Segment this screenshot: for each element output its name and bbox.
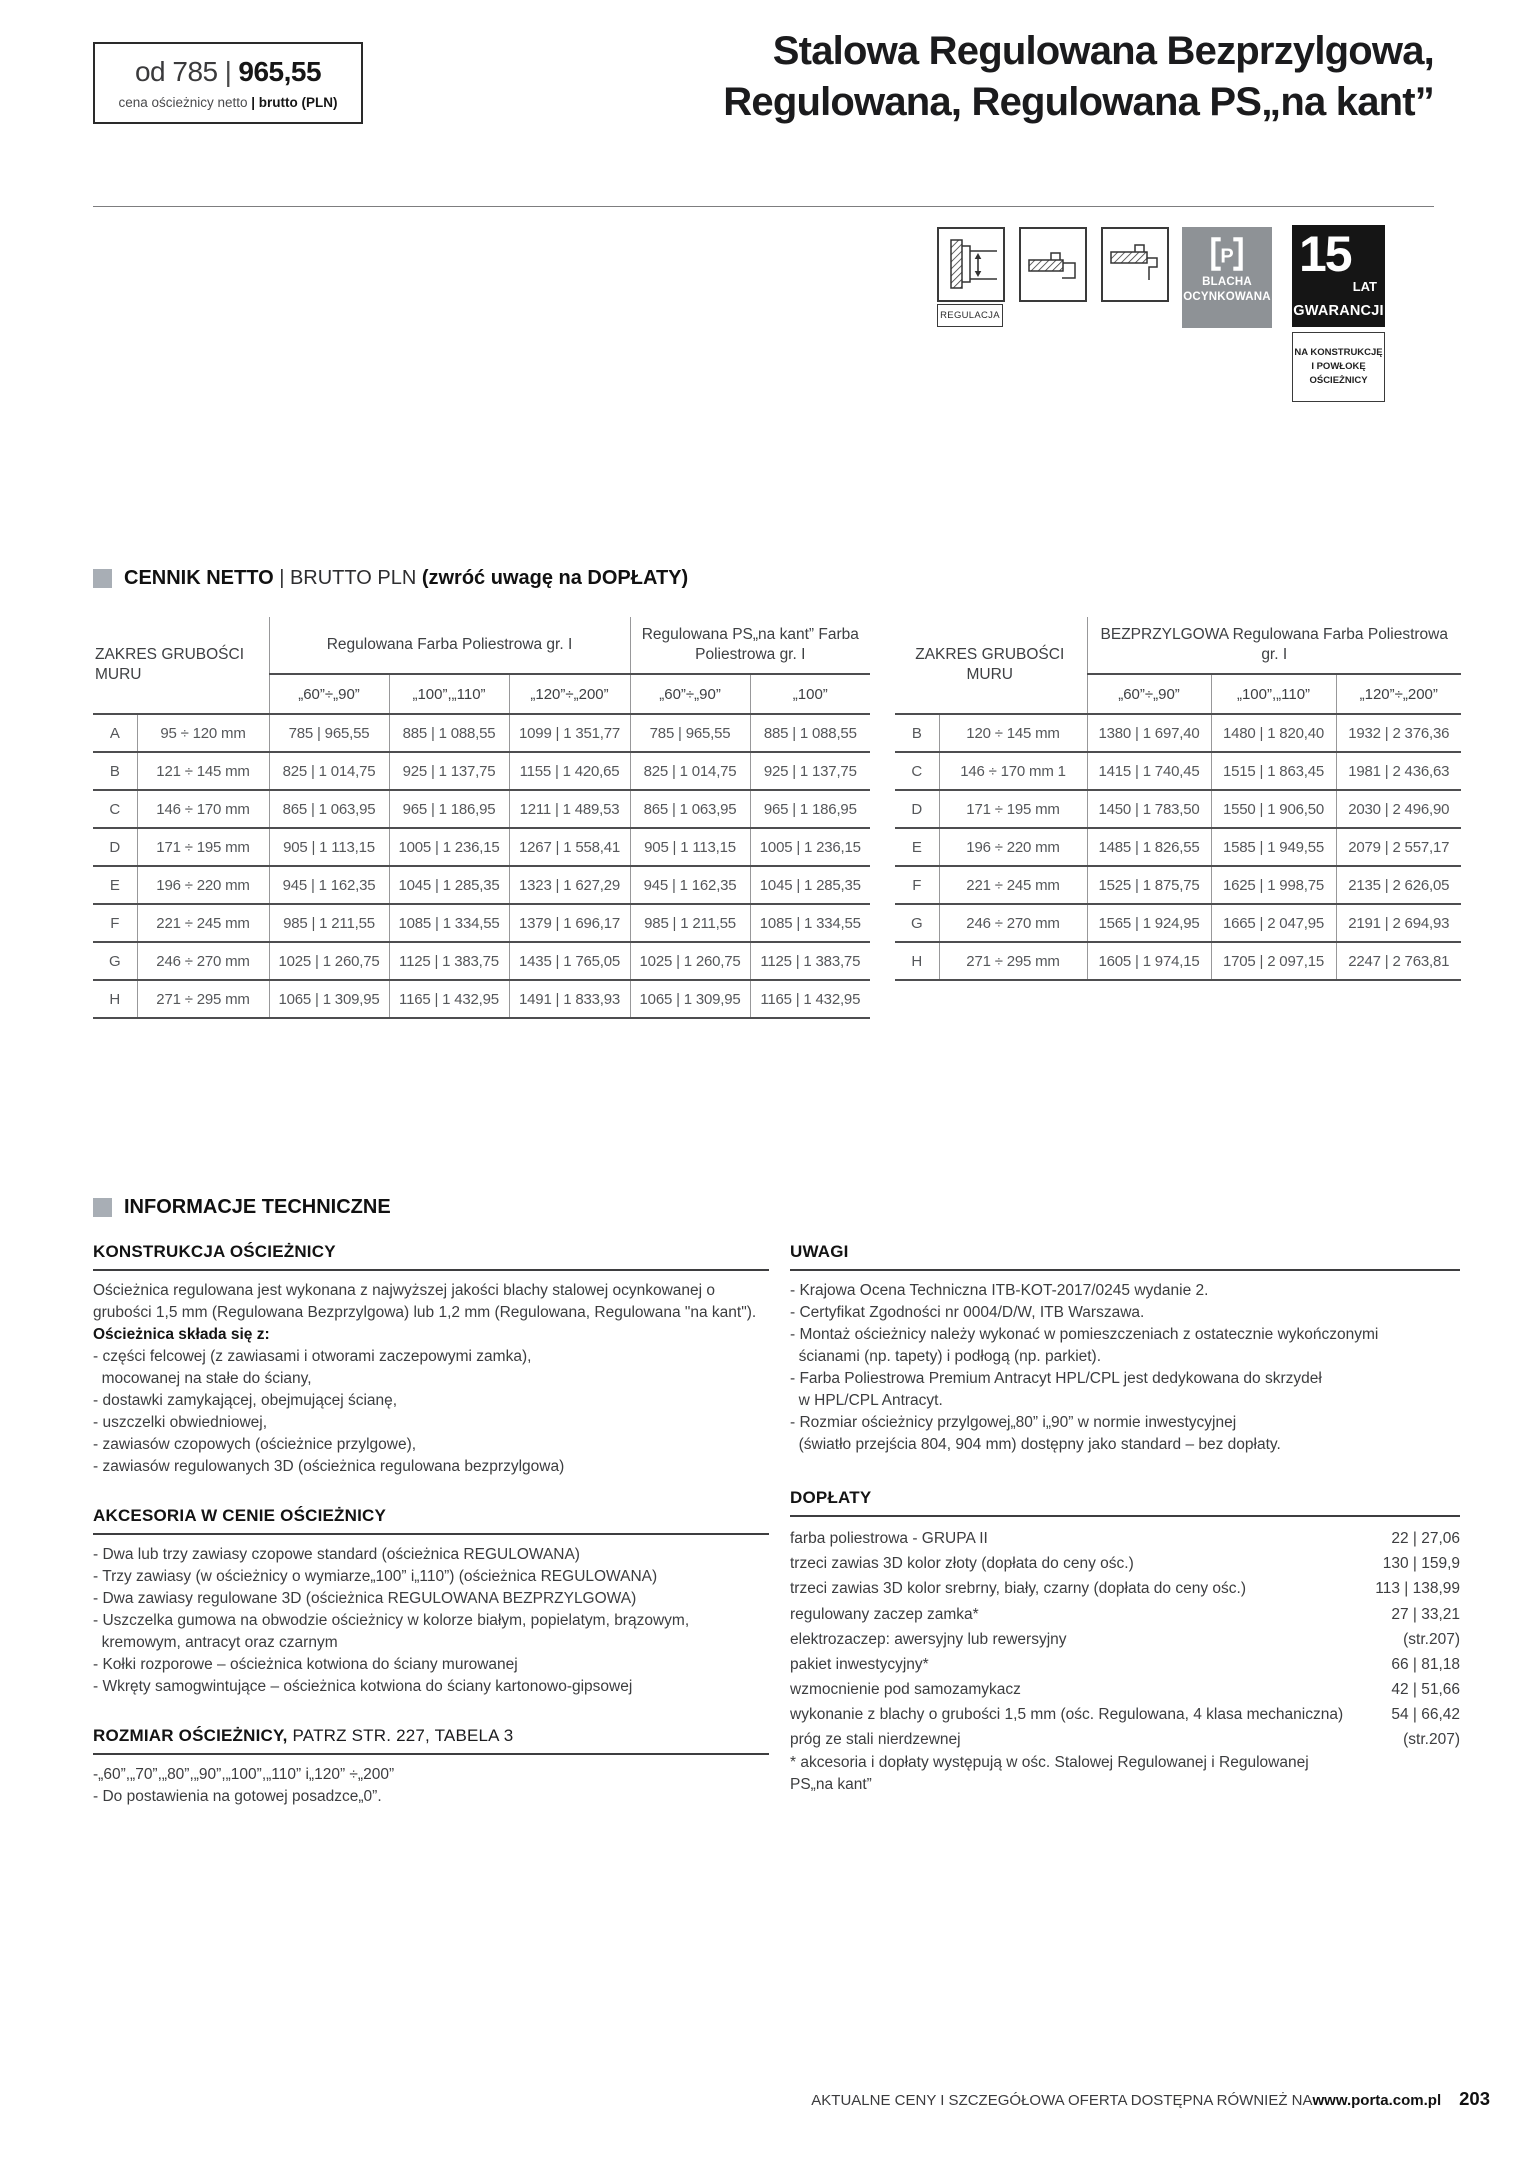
blacha-label-line1: BLACHA	[1202, 276, 1252, 288]
price-cell: G	[93, 942, 137, 980]
price-row	[93, 790, 870, 828]
price-cell: 945 | 1 162,35	[269, 866, 389, 904]
price-row	[93, 866, 870, 904]
list-item: - dostawki zamykającej, obejmującej ścianę,	[93, 1392, 398, 1410]
price-cell: 1267 | 1 558,41	[509, 828, 630, 866]
price-cell: 1450 | 1 783,50	[1087, 790, 1211, 828]
price-cell: 905 | 1 113,15	[269, 828, 389, 866]
cennik-heading-mid: | BRUTTO PLN	[279, 567, 422, 589]
price-cell: A	[93, 714, 137, 752]
list-item: - Uszczelka gumowa na obwodzie ościeżnicy w kolorze białym, popielatym, brązowym,	[93, 1612, 690, 1630]
price-row	[895, 790, 1461, 828]
surcharge-row	[790, 1677, 1460, 1702]
price-cell: 945 | 1 162,35	[630, 866, 750, 904]
regulacja-icon	[937, 227, 1005, 302]
price-row	[93, 980, 870, 1018]
list-item: -„60”,„70”,„80”,„90”,„100”,„110” i„120” ÷„200”	[93, 1766, 395, 1784]
price-cell: 1665 | 2 047,95	[1211, 904, 1336, 942]
price-cell: 825 | 1 014,75	[269, 752, 389, 790]
price-cell: 785 | 965,55	[630, 714, 750, 752]
price-table-left-body	[93, 714, 870, 1018]
surcharge-row	[790, 1627, 1460, 1652]
price-cell: 2247 | 2 763,81	[1336, 942, 1461, 980]
price-cell: 985 | 1 211,55	[269, 904, 389, 942]
price-cell: E	[895, 828, 939, 866]
cennik-heading-bold2: (zwróć uwagę na DOPŁATY)	[421, 567, 689, 589]
price-cell: 1211 | 1 489,53	[509, 790, 630, 828]
section-bullet-square	[93, 1198, 112, 1217]
wall-profile-glyph-1	[1025, 234, 1081, 296]
list-item: PS„na kant”	[790, 1776, 872, 1794]
blacha-label-line2: OCYNKOWANA	[1183, 290, 1271, 303]
price-cell: 1625 | 1 998,75	[1211, 866, 1336, 904]
price-cell: 1415 | 1 740,45	[1087, 752, 1211, 790]
list-item: - Montaż ościeżnicy należy wykonać w pomieszczeniach z ostatecznie wykończonymi	[790, 1326, 1379, 1344]
p-letter: P	[1220, 245, 1234, 268]
subcol-header: „60”÷„90”	[630, 674, 750, 714]
corner-header: ZAKRES GRUBOŚCI MURU	[93, 617, 269, 714]
warranty-scope-line1: NA KONSTRUKCJĘ	[1294, 347, 1383, 359]
konstrukcja-heading: KONSTRUKCJA OŚCIEŻNICY	[93, 1240, 769, 1271]
info-left-column	[93, 1240, 769, 1808]
frame-adjust-glyph	[943, 234, 999, 296]
price-cell: 1515 | 1 863,45	[1211, 752, 1336, 790]
list-item: - Certyfikat Zgodności nr 0004/D/W, ITB Warszawa.	[790, 1304, 1145, 1322]
info-right-column	[790, 1240, 1460, 1796]
rozmiar-heading	[93, 1724, 769, 1755]
price-cell: 246 ÷ 270 mm	[137, 942, 269, 980]
doplaty-footnote	[790, 1752, 1460, 1796]
wall-profile-icon-2	[1101, 227, 1169, 302]
price-cell: 1380 | 1 697,40	[1087, 714, 1211, 752]
list-item: - Do postawienia na gotowej posadzce„0”.	[93, 1788, 382, 1806]
price-cell: B	[93, 752, 137, 790]
warranty-scope-box	[1292, 332, 1385, 402]
subcol-header: „100”,„110”	[389, 674, 509, 714]
surcharge-row	[790, 1602, 1460, 1627]
surcharge-value: 130 | 159,9	[1382, 1555, 1460, 1573]
price-cell: 1085 | 1 334,55	[389, 904, 509, 942]
price-caption-net: cena ościeżnicy netto	[118, 95, 252, 110]
price-cell: 1025 | 1 260,75	[630, 942, 750, 980]
price-cell: 1099 | 1 351,77	[509, 714, 630, 752]
warranty-word-label: GWARANCJI	[1293, 303, 1384, 319]
surcharge-row	[790, 1526, 1460, 1551]
surcharge-value: (str.207)	[1403, 1731, 1460, 1749]
surcharge-label: trzeci zawias 3D kolor złoty (dopłata do ceny ośc.)	[790, 1555, 1134, 1573]
list-item: (światło przejścia 804, 904 mm) dostępny jako standard – bez dopłaty.	[790, 1436, 1281, 1454]
price-cell: 1025 | 1 260,75	[269, 942, 389, 980]
price-cell: 1005 | 1 236,15	[750, 828, 870, 866]
price-row	[895, 714, 1461, 752]
surcharge-label: pakiet inwestycyjny*	[790, 1655, 929, 1673]
list-item: - Dwa zawiasy regulowane 3D (ościeżnica REGULOWANA BEZPRZYLGOWA)	[93, 1590, 637, 1608]
page-number: 203	[1459, 2088, 1490, 2109]
price-cell: 146 ÷ 170 mm 1	[939, 752, 1087, 790]
surcharge-value: 22 | 27,06	[1391, 1530, 1460, 1548]
corner-header: ZAKRES GRUBOŚCI MURU	[895, 617, 1087, 714]
price-caption	[118, 95, 337, 110]
price-cell: 885 | 1 088,55	[389, 714, 509, 752]
price-table-right-header	[895, 617, 1461, 714]
group-header-bezprzylgowa: BEZPRZYLGOWA Regulowana Farba Poliestrowa gr. I	[1087, 617, 1461, 674]
surcharge-row	[790, 1551, 1460, 1576]
price-cell: 1005 | 1 236,15	[389, 828, 509, 866]
price-cell: F	[93, 904, 137, 942]
surcharge-value: 27 | 33,21	[1391, 1605, 1460, 1623]
surcharge-label: elektrozaczep: awersyjny lub rewersyjny	[790, 1630, 1067, 1648]
price-row	[93, 904, 870, 942]
price-cell: B	[895, 714, 939, 752]
price-cell: 865 | 1 063,95	[269, 790, 389, 828]
cennik-heading-text	[124, 567, 688, 590]
price-cell: C	[895, 752, 939, 790]
list-item: * akcesoria i dopłaty występują w ośc. Stalowej Regulowanej i Regulowanej	[790, 1754, 1309, 1772]
konstrukcja-paragraph: Ościeżnica regulowana jest wykonana z najwyższej jakości blachy stalowej ocynkowanej o grubości 1,5 mm (Regulowana Bezprzylgowa) lub 1,2 mm (Regulowana, Regulowana "na kant").	[93, 1282, 757, 1322]
cennik-heading-bold: CENNIK NETTO	[124, 567, 280, 589]
price-row	[895, 828, 1461, 866]
group-header-ps-na-kant: Regulowana PS„na kant” Farba Poliestrowa gr. I	[630, 617, 870, 674]
warranty-years: 15	[1299, 226, 1351, 282]
price-cell: 171 ÷ 195 mm	[137, 828, 269, 866]
price-cell: D	[895, 790, 939, 828]
price-row	[895, 866, 1461, 904]
surcharge-value: 66 | 81,18	[1391, 1655, 1460, 1673]
price-cell: C	[93, 790, 137, 828]
price-cell: H	[93, 980, 137, 1018]
price-cell: 1125 | 1 383,75	[750, 942, 870, 980]
subcol-header: „120”÷„200”	[1336, 674, 1461, 714]
price-cell: 1065 | 1 309,95	[630, 980, 750, 1018]
list-item: - Trzy zawiasy (w ościeżnicy o wymiarze„100” i„110”) (ościeżnica REGULOWANA)	[93, 1568, 658, 1586]
list-item: mocowanej na stałe do ściany,	[93, 1370, 312, 1388]
price-box	[93, 42, 363, 124]
konstrukcja-list	[93, 1346, 769, 1478]
price-cell: 1435 | 1 765,05	[509, 942, 630, 980]
price-cell: 95 ÷ 120 mm	[137, 714, 269, 752]
price-cell: E	[93, 866, 137, 904]
footer-text: AKTUALNE CENY I SZCZEGÓŁOWA OFERTA DOSTĘPNA RÓWNIEŻ NA	[811, 2092, 1313, 2109]
subcol-header: „120”÷„200”	[509, 674, 630, 714]
cennik-section-heading	[93, 567, 688, 590]
price-cell: 196 ÷ 220 mm	[939, 828, 1087, 866]
price-cell: 196 ÷ 220 mm	[137, 866, 269, 904]
price-cell: 1585 | 1 949,55	[1211, 828, 1336, 866]
price-gross: 965,55	[238, 56, 322, 87]
surcharge-row	[790, 1576, 1460, 1601]
price-cell: 825 | 1 014,75	[630, 752, 750, 790]
price-cell: 2079 | 2 557,17	[1336, 828, 1461, 866]
price-cell: 1705 | 2 097,15	[1211, 942, 1336, 980]
price-cell: 2030 | 2 496,90	[1336, 790, 1461, 828]
page-footer	[811, 2088, 1490, 2110]
price-cell: 1165 | 1 432,95	[389, 980, 509, 1018]
list-item: - Krajowa Ocena Techniczna ITB-KOT-2017/0245 wydanie 2.	[790, 1282, 1209, 1300]
surcharge-row	[790, 1727, 1460, 1752]
price-cell: 985 | 1 211,55	[630, 904, 750, 942]
surcharge-value: 113 | 138,99	[1375, 1580, 1460, 1598]
price-row	[93, 942, 870, 980]
list-item: kremowym, antracyt oraz czarnym	[93, 1634, 338, 1652]
price-separator: |	[224, 56, 232, 87]
surcharge-label: regulowany zaczep zamka*	[790, 1605, 979, 1623]
price-cell: 865 | 1 063,95	[630, 790, 750, 828]
price-row	[895, 752, 1461, 790]
price-cell: 1323 | 1 627,29	[509, 866, 630, 904]
list-item: - Rozmiar ościeżnicy przylgowej„80” i„90” w normie inwestycyjnej	[790, 1414, 1237, 1432]
price-row	[895, 942, 1461, 980]
price-cell: 221 ÷ 245 mm	[137, 904, 269, 942]
akcesoria-heading: AKCESORIA W CENIE OŚCIEŻNICY	[93, 1504, 769, 1535]
doplaty-list	[790, 1526, 1460, 1752]
info-heading-bold: INFORMACJE TECHNICZNE	[124, 1196, 391, 1218]
price-cell: 1125 | 1 383,75	[389, 942, 509, 980]
list-item: - Kołki rozporowe – ościeżnica kotwiona do ściany murowanej	[93, 1656, 518, 1674]
price-cell: F	[895, 866, 939, 904]
list-item: w HPL/CPL Antracyt.	[790, 1392, 943, 1410]
price-table-left-header	[93, 617, 870, 714]
surcharge-label: wzmocnienie pod samozamykacz	[790, 1680, 1021, 1698]
price-cell: 1085 | 1 334,55	[750, 904, 870, 942]
sklada-sie-label: Ościeżnica składa się z:	[93, 1326, 270, 1344]
price-cell: D	[93, 828, 137, 866]
price-main	[135, 56, 321, 88]
price-cell: 221 ÷ 245 mm	[939, 866, 1087, 904]
wall-profile-icon-1	[1019, 227, 1087, 302]
price-cell: 271 ÷ 295 mm	[939, 942, 1087, 980]
price-cell: 121 ÷ 145 mm	[137, 752, 269, 790]
price-cell: 885 | 1 088,55	[750, 714, 870, 752]
porta-website-link[interactable]: www.porta.com.pl	[1312, 2092, 1442, 2109]
subcol-header: „60”÷„90”	[1087, 674, 1211, 714]
group-header-regulowana: Regulowana Farba Poliestrowa gr. I	[269, 617, 630, 674]
info-heading-text	[124, 1196, 391, 1219]
surcharge-label: próg ze stali nierdzewnej	[790, 1731, 961, 1749]
list-item: - Farba Poliestrowa Premium Antracyt HPL/CPL jest dedykowana do skrzydeł	[790, 1370, 1322, 1388]
price-cell: 905 | 1 113,15	[630, 828, 750, 866]
info-section-heading	[93, 1196, 391, 1219]
price-cell: 925 | 1 137,75	[389, 752, 509, 790]
price-row	[93, 828, 870, 866]
subcol-header: „60”÷„90”	[269, 674, 389, 714]
surcharge-value: 42 | 51,66	[1391, 1680, 1460, 1698]
price-cell: 146 ÷ 170 mm	[137, 790, 269, 828]
price-cell: 1065 | 1 309,95	[269, 980, 389, 1018]
uwagi-list	[790, 1280, 1460, 1456]
price-cell: 1981 | 2 436,63	[1336, 752, 1461, 790]
surcharge-value: 54 | 66,42	[1391, 1706, 1460, 1724]
list-item: - Wkręty samogwintujące – ościeżnica kotwiona do ściany kartonowo-gipsowej	[93, 1678, 633, 1696]
price-cell: G	[895, 904, 939, 942]
price-cell: 1045 | 1 285,35	[389, 866, 509, 904]
price-cell: 785 | 965,55	[269, 714, 389, 752]
list-item: - uszczelki obwiedniowej,	[93, 1414, 268, 1432]
page-title-line1: Stalowa Regulowana Bezprzylgowa,	[772, 29, 1434, 73]
warranty-scope-line3: OŚCIEŻNICY	[1309, 374, 1368, 386]
uwagi-heading: UWAGI	[790, 1240, 1460, 1271]
price-cell: 965 | 1 186,95	[389, 790, 509, 828]
warranty-lat-label: LAT	[1352, 279, 1377, 294]
price-cell: 1485 | 1 826,55	[1087, 828, 1211, 866]
price-cell: 1155 | 1 420,65	[509, 752, 630, 790]
price-cell: 1379 | 1 696,17	[509, 904, 630, 942]
price-cell: 246 ÷ 270 mm	[939, 904, 1087, 942]
page-title	[380, 26, 1434, 128]
list-item: - części felcowej (z zawiasami i otworami zaczepowymi zamka),	[93, 1348, 532, 1366]
list-item: - zawiasów regulowanych 3D (ościeżnica regulowana bezprzylgowa)	[93, 1458, 565, 1476]
surcharge-label: wykonanie z blachy o grubości 1,5 mm (ośc. Regulowana, 4 klasa mechaniczna)	[790, 1706, 1344, 1724]
list-item: ścianami (np. tapety) i podłogą (np. parkiet).	[790, 1348, 1102, 1366]
warranty-badge	[1292, 225, 1385, 327]
price-cell: 171 ÷ 195 mm	[939, 790, 1087, 828]
surcharge-value: (str.207)	[1403, 1630, 1460, 1648]
surcharge-row	[790, 1652, 1460, 1677]
price-row	[895, 904, 1461, 942]
subcol-header: „100”	[750, 674, 870, 714]
warranty-scope-line2: I POWŁOKĘ	[1311, 361, 1366, 373]
price-table-right-body	[895, 714, 1461, 980]
price-cell: 1605 | 1 974,15	[1087, 942, 1211, 980]
price-net-from: od 785	[134, 56, 218, 87]
list-item: - Dwa lub trzy zawiasy czopowe standard (ościeżnica REGULOWANA)	[93, 1546, 580, 1564]
group-header-row	[93, 617, 870, 674]
price-caption-gross: | brutto (PLN)	[251, 95, 338, 110]
section-bullet-square	[93, 569, 112, 588]
doplaty-heading: DOPŁATY	[790, 1486, 1460, 1517]
price-row	[93, 714, 870, 752]
price-cell: 925 | 1 137,75	[750, 752, 870, 790]
list-item: - zawiasów czopowych (ościeżnice przylgowe),	[93, 1436, 417, 1454]
price-cell: 1165 | 1 432,95	[750, 980, 870, 1018]
price-cell: 965 | 1 186,95	[750, 790, 870, 828]
price-table-left	[93, 617, 870, 1019]
regulacja-label: REGULACJA	[937, 304, 1003, 327]
price-cell: 1525 | 1 875,75	[1087, 866, 1211, 904]
price-cell: 2191 | 2 694,93	[1336, 904, 1461, 942]
price-cell: 271 ÷ 295 mm	[137, 980, 269, 1018]
price-cell: 1550 | 1 906,50	[1211, 790, 1336, 828]
price-cell: H	[895, 942, 939, 980]
rozmiar-list	[93, 1764, 769, 1808]
price-cell: 1565 | 1 924,95	[1087, 904, 1211, 942]
subcol-header: „100”,„110”	[1211, 674, 1336, 714]
surcharge-label: trzeci zawias 3D kolor srebrny, biały, czarny (dopłata do ceny ośc.)	[790, 1580, 1246, 1598]
blacha-ocynkowana-badge	[1182, 227, 1272, 328]
p-bracket-icon	[1205, 233, 1249, 275]
price-cell: 120 ÷ 145 mm	[939, 714, 1087, 752]
group-header-row	[895, 617, 1461, 674]
price-cell: 1932 | 2 376,36	[1336, 714, 1461, 752]
header-divider	[93, 206, 1434, 207]
surcharge-label: farba poliestrowa - GRUPA II	[790, 1530, 988, 1548]
surcharge-row	[790, 1702, 1460, 1727]
price-table-right	[895, 617, 1461, 981]
page-title-line2: Regulowana, Regulowana PS„na kant”	[723, 80, 1434, 125]
price-row	[93, 752, 870, 790]
rozmiar-heading-rest: PATRZ STR. 227, TABELA 3	[287, 1726, 514, 1746]
price-cell: 2135 | 2 626,05	[1336, 866, 1461, 904]
akcesoria-list	[93, 1544, 769, 1698]
rozmiar-heading-bold: ROZMIAR OŚCIEŻNICY,	[93, 1726, 288, 1746]
wall-profile-glyph-2	[1107, 234, 1163, 296]
price-cell: 1480 | 1 820,40	[1211, 714, 1336, 752]
price-cell: 1491 | 1 833,93	[509, 980, 630, 1018]
price-cell: 1045 | 1 285,35	[750, 866, 870, 904]
